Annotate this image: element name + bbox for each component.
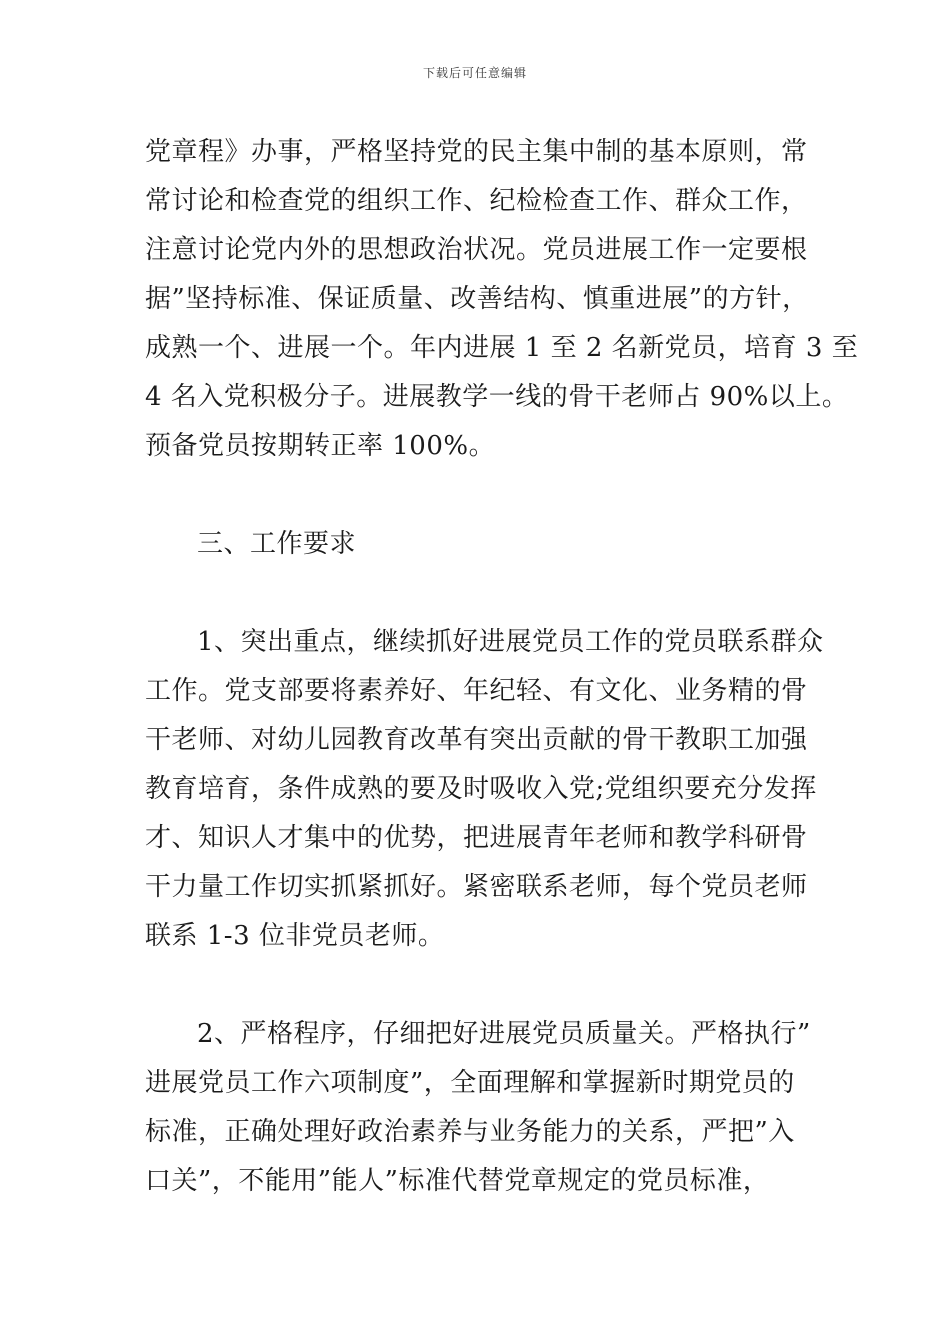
text-line: 联系 1-3 位非党员老师。 <box>145 921 445 951</box>
text-line: 1、突出重点，继续抓好进展党员工作的党员联系群众 <box>197 627 824 657</box>
text-line: 成熟一个、进展一个。年内进展 1 至 2 名新党员，培育 3 至 <box>145 333 859 363</box>
page-header: 下载后可任意编辑 <box>422 66 527 80</box>
text-line: 教育培育，条件成熟的要及时吸收入党;党组织要充分发挥 <box>145 774 817 804</box>
paragraph-3 <box>145 1010 835 1206</box>
text-line: 2、严格程序，仔细把好进展党员质量关。严格执行” <box>197 1019 811 1049</box>
text-line: 常讨论和检查党的组织工作、纪检检查工作、群众工作， <box>145 186 808 216</box>
text-line: 党章程》办事，严格坚持党的民主集中制的基本原则，常 <box>145 137 808 167</box>
paragraph-spacer <box>145 471 835 520</box>
paragraph-2 <box>145 618 835 961</box>
paragraph-spacer <box>145 961 835 1010</box>
section-heading <box>145 520 835 569</box>
text-line: 口关”，不能用”能人”标准代替党章规定的党员标准， <box>145 1166 770 1196</box>
text-line: 干力量工作切实抓紧抓好。紧密联系老师，每个党员老师 <box>145 872 808 902</box>
text-line: 进展党员工作六项制度”，全面理解和掌握新时期党员的 <box>145 1068 795 1098</box>
text-line: 据”坚持标准、保证质量、改善结构、慎重进展”的方针， <box>145 284 809 314</box>
paragraph-1 <box>145 128 859 471</box>
text-line: 注意讨论党内外的思想政治状况。党员进展工作一定要根 <box>145 235 808 265</box>
text-line: 工作。党支部要将素养好、年纪轻、有文化、业务精的骨 <box>145 676 808 706</box>
text-line: 预备党员按期转正率 100%。 <box>145 431 496 461</box>
text-line: 4 名入党积极分子。进展教学一线的骨干老师占 90%以上。 <box>145 382 849 412</box>
text-line: 标准，正确处理好政治素养与业务能力的关系，严把”入 <box>145 1117 795 1147</box>
text-line: 干老师、对幼儿园教育改革有突出贡献的骨干教职工加强 <box>145 725 808 755</box>
section-heading-text: 三、工作要求 <box>197 529 357 559</box>
paragraph-spacer <box>145 569 835 618</box>
document-body <box>145 128 859 1206</box>
text-line: 才、知识人才集中的优势，把进展青年老师和教学科研骨 <box>145 823 808 853</box>
